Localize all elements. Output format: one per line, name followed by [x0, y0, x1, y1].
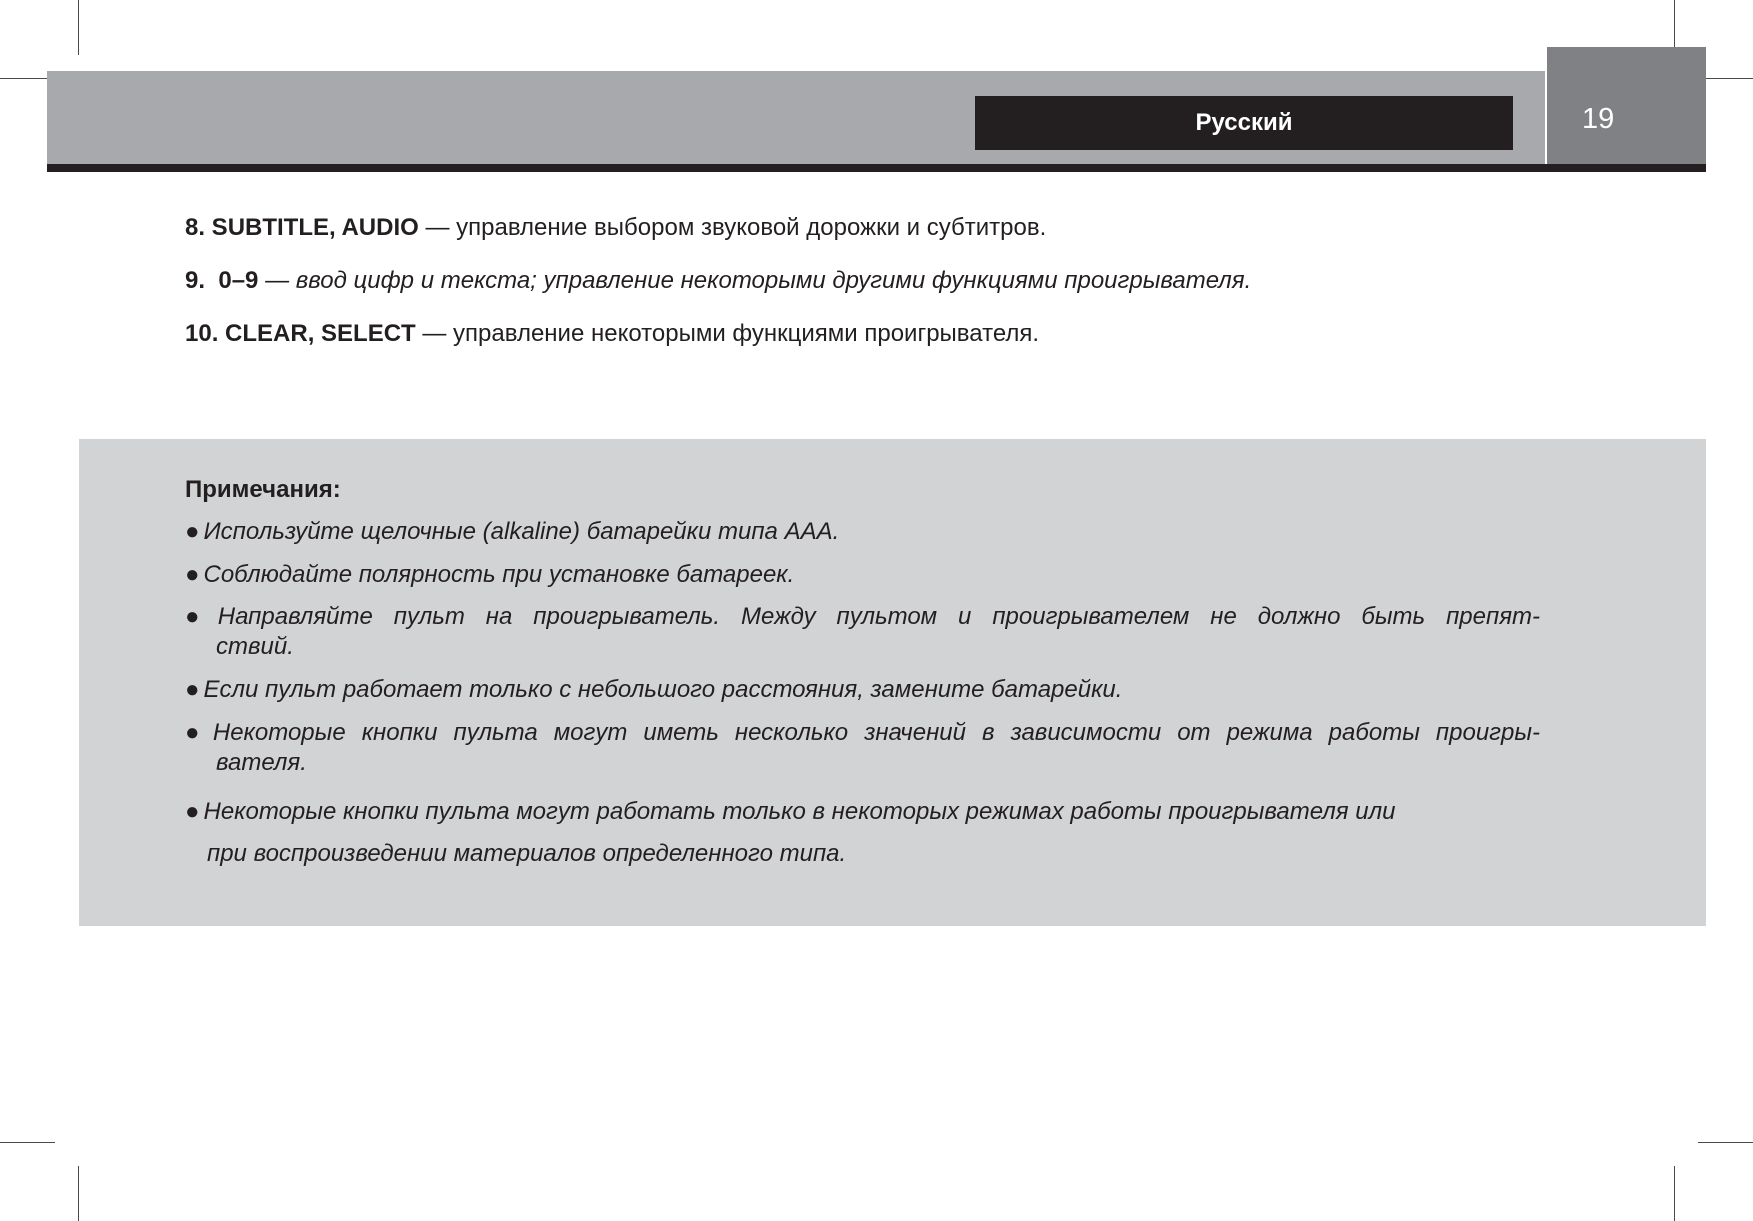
bullet-icon: ●: [185, 561, 200, 588]
note-text: Соблюдайте полярность при установке батареек.: [203, 561, 795, 588]
crop-mark: [78, 0, 79, 55]
bullet-icon: ●: [185, 798, 200, 825]
item-text: — управление некоторыми функциями проигрывателя.: [415, 320, 1040, 347]
note-item: [185, 602, 1540, 662]
note-text: Используйте щелочные (alkaline) батарейки типа AAA.: [203, 518, 840, 545]
bullet-icon: ●: [185, 518, 200, 545]
note-text-continued: ствий.: [216, 633, 294, 660]
language-label: Русский: [975, 96, 1513, 150]
bullet-icon: ●: [185, 719, 209, 746]
note-text: Если пульт работает только с небольшого расстояния, замените батарейки.: [203, 676, 1123, 703]
notes-title: Примечания:: [185, 476, 341, 503]
note-item: [185, 517, 1540, 547]
header-rule: [47, 164, 1706, 172]
note-text: Направляйте пульт на проигрыватель. Между пультом и проигрывателем не должно быть препят-: [217, 603, 1541, 630]
note-item: [185, 560, 1540, 590]
note-item: [185, 718, 1540, 778]
item-label: 10. CLEAR, SELECT: [185, 320, 416, 347]
note-text-continued: вателя.: [216, 749, 307, 776]
list-item: [185, 205, 1585, 258]
crop-mark: [1674, 1166, 1675, 1221]
note-text: Некоторые кнопки пульта могут работать только в некоторых режимах работы проигрывателя или: [203, 798, 1396, 825]
button-descriptions: [185, 205, 1585, 364]
note-text: Некоторые кнопки пульта могут иметь несколько значений в зависимости от режима работы проигры-: [212, 719, 1541, 746]
page-number: 19: [1582, 103, 1615, 135]
note-item: [185, 675, 1540, 705]
item-text: — ввод цифр и текста; управление некоторыми другими функциями проигрывателя.: [258, 267, 1252, 294]
list-item: [185, 258, 1585, 311]
crop-mark: [1698, 78, 1753, 79]
bullet-icon: ●: [185, 676, 200, 703]
item-text: — управление выбором звуковой дорожки и субтитров.: [418, 214, 1047, 241]
note-text-continued: при воспроизведении материалов определенного типа.: [207, 840, 847, 867]
item-label: 8. SUBTITLE, AUDIO: [185, 214, 419, 241]
crop-mark: [1698, 1142, 1753, 1143]
item-label: 9. 0–9: [185, 267, 259, 294]
crop-mark: [0, 1142, 55, 1143]
page-tab: [1547, 47, 1706, 165]
page-tab-divider: [1545, 47, 1547, 165]
bullet-icon: ●: [185, 603, 214, 630]
list-item: [185, 311, 1585, 364]
crop-mark: [78, 1166, 79, 1221]
note-item: [185, 791, 1540, 875]
